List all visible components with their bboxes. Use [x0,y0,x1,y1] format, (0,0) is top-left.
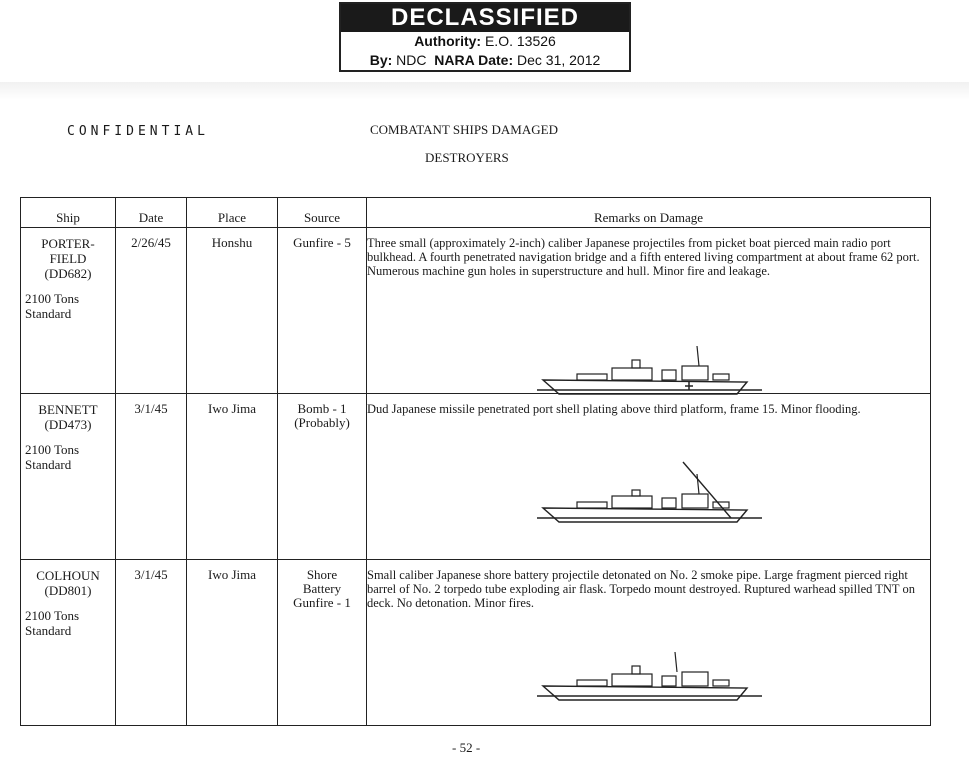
source-cell [278,228,367,394]
damage-remarks: Dud Japanese missile penetrated port shell plating above third platform, frame 15. Minor flooding. [367,402,861,416]
damage-date: 3/1/45 [134,567,168,582]
table-row [21,394,931,560]
column-header-remarks: Remarks on Damage [367,198,931,228]
damage-source [278,568,366,610]
ship-name-line: BENNETT [38,402,98,417]
ship-hull-number: (DD473) [44,417,92,432]
place-cell [187,394,278,560]
tonnage-line: 2100 Tons [25,608,80,623]
stamp-authority-line [341,32,629,51]
tonnage-line: Standard [25,457,72,472]
source-line: Battery [302,581,342,596]
scan-page-edge [0,82,969,100]
ship-name [21,568,115,598]
damage-remarks: Three small (approximately 2-inch) caliber Japanese projectiles from picket boat pierced main radio port bulkhead. A fourth penetrated navigation bridge and a fifth entered living compartment at about frame 62 port. Numerous machine gun holes in superstructure and hull. Minor fire and leakage. [367,236,920,278]
remarks-cell [367,560,931,726]
column-header-ship: Ship [21,198,116,228]
document-subtitle: DESTROYERS [425,150,509,165]
column-header-place: Place [187,198,278,228]
remarks-cell [367,228,931,394]
source-line: (Probably) [294,415,350,430]
date-cell [116,560,187,726]
source-cell [278,560,367,726]
stamp-title: DECLASSIFIED [341,4,629,32]
ship-hull-number: (DD682) [44,266,92,281]
source-line: Gunfire - 1 [293,595,351,610]
place-cell [187,228,278,394]
damage-date: 2/26/45 [131,235,171,250]
damage-table [20,197,931,726]
stamp-authority-label: Authority: [414,33,482,49]
damage-source [278,402,366,430]
date-cell [116,394,187,560]
document-title: COMBATANT SHIPS DAMAGED [370,122,558,137]
source-line: Bomb - 1 [297,401,347,416]
stamp-authority-value: E.O. 13526 [484,33,556,49]
source-line: Shore [306,567,338,582]
column-header-source: Source [278,198,367,228]
ship-name [21,402,115,432]
damage-place: Honshu [211,235,253,250]
page-number: - 52 - [452,740,481,755]
table-row [21,560,931,726]
stamp-by-value: NDC [396,52,427,68]
tonnage-line: 2100 Tons [25,291,80,306]
ship-cell [21,394,116,560]
stamp-by-label: By: [369,52,393,68]
tonnage-line: Standard [25,306,72,321]
ship-name [21,236,115,281]
column-header-date: Date [116,198,187,228]
place-cell [187,560,278,726]
damage-place: Iwo Jima [207,401,257,416]
classification-label: CONFIDENTIAL [67,124,209,139]
destroyer-profile-sketch [537,652,767,712]
stamp-nara-value: Dec 31, 2012 [517,52,601,68]
damage-date: 3/1/45 [134,401,168,416]
table-header-row [21,198,931,228]
declassified-stamp [339,2,631,72]
ship-cell [21,560,116,726]
ship-tonnage [21,291,115,321]
tonnage-line: Standard [25,623,72,638]
ship-cell [21,228,116,394]
source-cell [278,394,367,560]
damage-source [278,236,366,250]
ship-name-line: FIELD [49,251,87,266]
tonnage-line: 2100 Tons [25,442,80,457]
ship-hull-number: (DD801) [44,583,92,598]
destroyer-profile-sketch [537,460,767,530]
remarks-cell [367,394,931,560]
ship-name-line: PORTER- [41,236,95,251]
ship-tonnage [21,442,115,472]
date-cell [116,228,187,394]
stamp-nara-label: NARA Date: [434,52,514,68]
source-line: Gunfire - 5 [293,235,351,250]
table-row [21,228,931,394]
ship-tonnage [21,608,115,638]
damage-place: Iwo Jima [207,567,257,582]
ship-name-line: COLHOUN [36,568,100,583]
stamp-by-line [341,51,629,70]
damage-remarks: Small caliber Japanese shore battery projectile detonated on No. 2 smoke pipe. Large fragment pierced right barrel of No. 2 torpedo tube exploding air flask. Torpedo mount destroyed. Ruptured warhead spilled TNT on deck. No detonation. Minor fires. [367,568,915,610]
